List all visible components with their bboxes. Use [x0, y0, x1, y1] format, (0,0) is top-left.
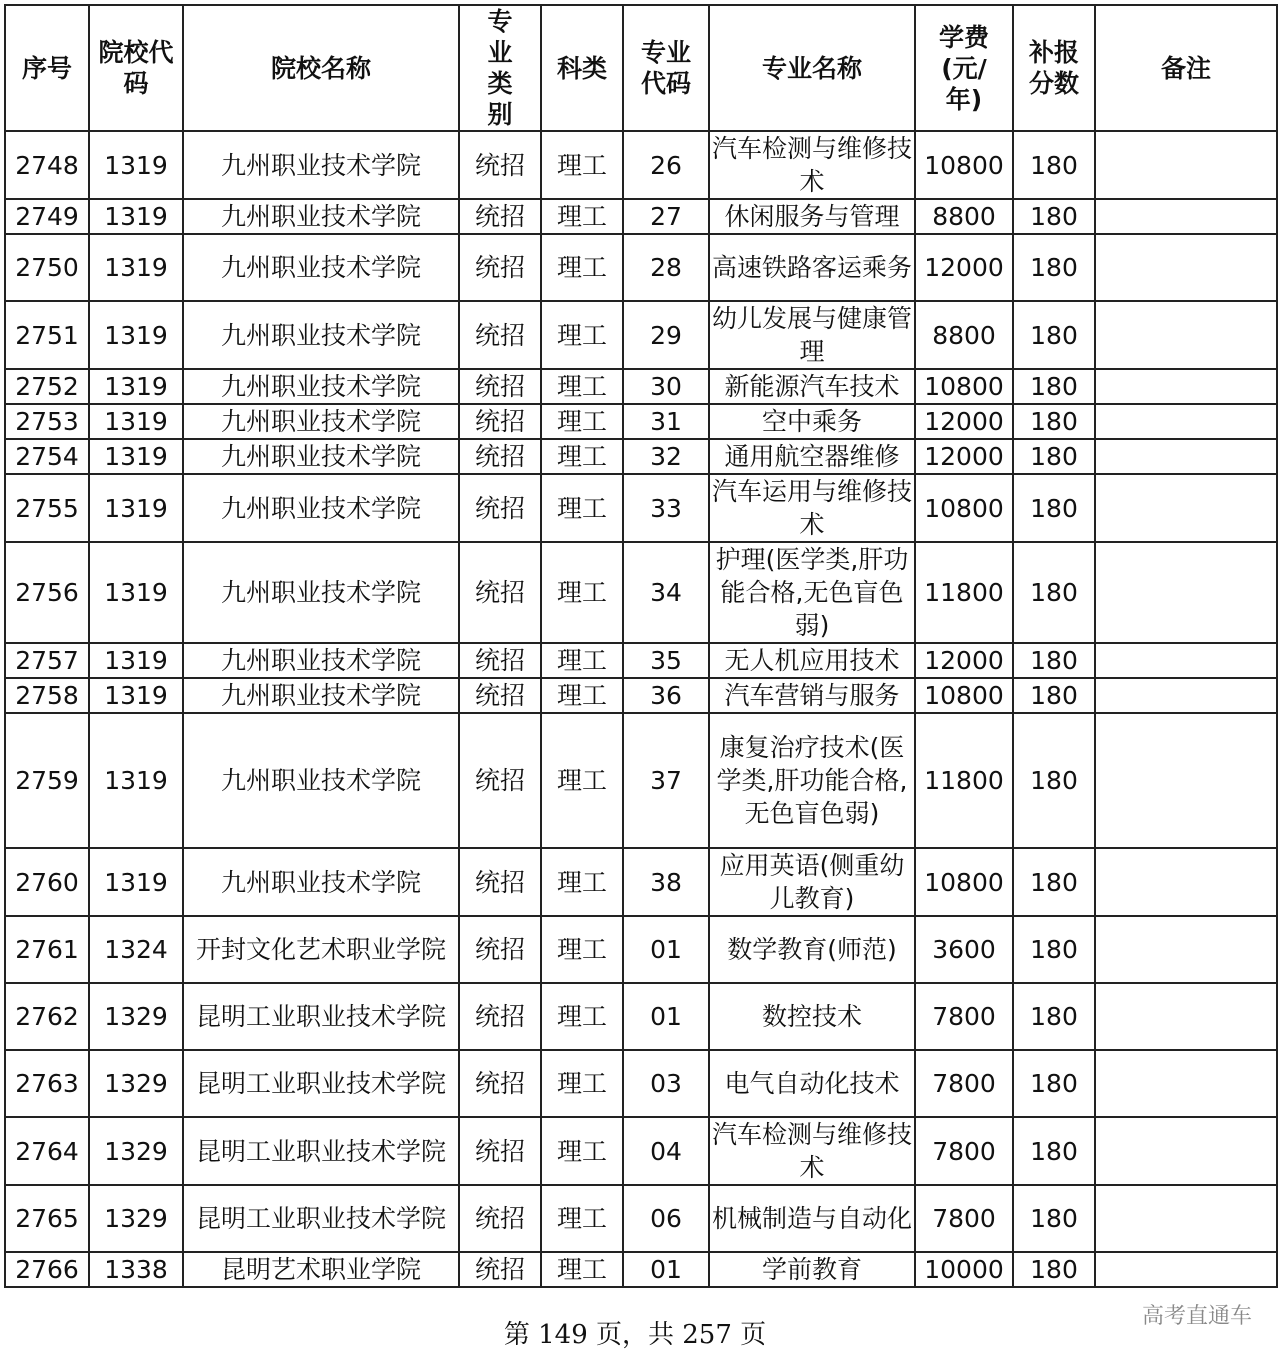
- cell-school-name: 九州职业技术学院: [183, 474, 459, 542]
- cell-tuition: 12000: [915, 643, 1013, 678]
- cell-subject: 理工: [541, 301, 623, 369]
- cell-major-category: 统招: [459, 1252, 541, 1287]
- header-score: 补报分数: [1013, 5, 1095, 131]
- cell-subject: 理工: [541, 404, 623, 439]
- header-major-code: 专业代码: [623, 5, 709, 131]
- cell-notes: [1095, 439, 1277, 474]
- cell-major-code: 28: [623, 234, 709, 301]
- cell-notes: [1095, 848, 1277, 916]
- cell-tuition: 10800: [915, 678, 1013, 713]
- cell-tuition: 10800: [915, 131, 1013, 199]
- cell-major-category: 统招: [459, 1117, 541, 1185]
- cell-major-name: 休闲服务与管理: [709, 199, 915, 234]
- cell-major-name: 数控技术: [709, 983, 915, 1050]
- cell-school-name: 昆明艺术职业学院: [183, 1252, 459, 1287]
- header-major-name: 专业名称: [709, 5, 915, 131]
- cell-tuition: 10800: [915, 369, 1013, 404]
- cell-tuition: 7800: [915, 1185, 1013, 1252]
- cell-school-code: 1319: [89, 848, 183, 916]
- cell-tuition: 10800: [915, 848, 1013, 916]
- cell-notes: [1095, 916, 1277, 983]
- cell-subject: 理工: [541, 916, 623, 983]
- cell-notes: [1095, 542, 1277, 643]
- header-major-category: 专业类别: [459, 5, 541, 131]
- cell-major-category: 统招: [459, 439, 541, 474]
- cell-score: 180: [1013, 1252, 1095, 1287]
- cell-tuition: 7800: [915, 1117, 1013, 1185]
- table-row: [5, 131, 1277, 199]
- cell-score: 180: [1013, 131, 1095, 199]
- cell-major-category: 统招: [459, 234, 541, 301]
- table-row: [5, 474, 1277, 542]
- cell-seq: 2748: [5, 131, 89, 199]
- cell-tuition: 10800: [915, 474, 1013, 542]
- cell-notes: [1095, 643, 1277, 678]
- cell-seq: 2764: [5, 1117, 89, 1185]
- cell-school-code: 1329: [89, 1117, 183, 1185]
- cell-major-name: 空中乘务: [709, 404, 915, 439]
- cell-school-code: 1319: [89, 301, 183, 369]
- cell-school-code: 1319: [89, 542, 183, 643]
- cell-tuition: 10000: [915, 1252, 1013, 1287]
- cell-major-name: 汽车检测与维修技术: [709, 1117, 915, 1185]
- cell-school-name: 九州职业技术学院: [183, 301, 459, 369]
- cell-major-name: 应用英语(侧重幼儿教育): [709, 848, 915, 916]
- cell-major-code: 36: [623, 678, 709, 713]
- cell-major-name: 机械制造与自动化: [709, 1185, 915, 1252]
- header-subject: 科类: [541, 5, 623, 131]
- cell-major-category: 统招: [459, 643, 541, 678]
- cell-seq: 2752: [5, 369, 89, 404]
- cell-score: 180: [1013, 542, 1095, 643]
- header-school-name: 院校名称: [183, 5, 459, 131]
- table-row: [5, 301, 1277, 369]
- cell-major-category: 统招: [459, 474, 541, 542]
- cell-seq: 2754: [5, 439, 89, 474]
- cell-notes: [1095, 1050, 1277, 1117]
- cell-notes: [1095, 1252, 1277, 1287]
- cell-major-code: 29: [623, 301, 709, 369]
- cell-school-name: 九州职业技术学院: [183, 369, 459, 404]
- cell-major-name: 汽车检测与维修技术: [709, 131, 915, 199]
- header-notes: 备注: [1095, 5, 1277, 131]
- cell-school-code: 1319: [89, 643, 183, 678]
- cell-tuition: 11800: [915, 542, 1013, 643]
- cell-score: 180: [1013, 404, 1095, 439]
- table-row: [5, 234, 1277, 301]
- cell-subject: 理工: [541, 643, 623, 678]
- table-row: [5, 1050, 1277, 1117]
- table-row: [5, 983, 1277, 1050]
- cell-notes: [1095, 678, 1277, 713]
- cell-major-code: 32: [623, 439, 709, 474]
- cell-notes: [1095, 234, 1277, 301]
- cell-school-code: 1338: [89, 1252, 183, 1287]
- header-seq: 序号: [5, 5, 89, 131]
- cell-school-name: 九州职业技术学院: [183, 404, 459, 439]
- table-row: [5, 1117, 1277, 1185]
- cell-major-name: 幼儿发展与健康管理: [709, 301, 915, 369]
- cell-score: 180: [1013, 1117, 1095, 1185]
- cell-notes: [1095, 369, 1277, 404]
- cell-subject: 理工: [541, 439, 623, 474]
- cell-school-code: 1319: [89, 369, 183, 404]
- cell-seq: 2763: [5, 1050, 89, 1117]
- cell-school-code: 1319: [89, 404, 183, 439]
- cell-school-name: 昆明工业职业技术学院: [183, 1185, 459, 1252]
- cell-subject: 理工: [541, 1185, 623, 1252]
- cell-score: 180: [1013, 301, 1095, 369]
- cell-score: 180: [1013, 983, 1095, 1050]
- cell-seq: 2751: [5, 301, 89, 369]
- cell-major-name: 无人机应用技术: [709, 643, 915, 678]
- cell-seq: 2761: [5, 916, 89, 983]
- cell-major-category: 统招: [459, 848, 541, 916]
- cell-notes: [1095, 199, 1277, 234]
- cell-school-code: 1319: [89, 199, 183, 234]
- cell-major-category: 统招: [459, 369, 541, 404]
- cell-major-name: 电气自动化技术: [709, 1050, 915, 1117]
- cell-seq: 2757: [5, 643, 89, 678]
- cell-major-code: 30: [623, 369, 709, 404]
- cell-score: 180: [1013, 916, 1095, 983]
- page-number: 第 149 页，共 257 页: [503, 1320, 767, 1350]
- cell-major-code: 35: [623, 643, 709, 678]
- cell-tuition: 3600: [915, 916, 1013, 983]
- cell-subject: 理工: [541, 199, 623, 234]
- cell-seq: 2755: [5, 474, 89, 542]
- watermark: 高考直通车: [1141, 1304, 1252, 1329]
- cell-school-name: 九州职业技术学院: [183, 234, 459, 301]
- cell-subject: 理工: [541, 542, 623, 643]
- cell-school-code: 1319: [89, 131, 183, 199]
- cell-school-name: 昆明工业职业技术学院: [183, 1117, 459, 1185]
- cell-seq: 2758: [5, 678, 89, 713]
- cell-school-name: 九州职业技术学院: [183, 199, 459, 234]
- cell-school-name: 昆明工业职业技术学院: [183, 1050, 459, 1117]
- cell-major-code: 01: [623, 1252, 709, 1287]
- cell-major-code: 06: [623, 1185, 709, 1252]
- cell-school-code: 1329: [89, 1185, 183, 1252]
- cell-school-name: 九州职业技术学院: [183, 542, 459, 643]
- cell-school-code: 1319: [89, 713, 183, 848]
- cell-major-code: 37: [623, 713, 709, 848]
- cell-school-code: 1329: [89, 1050, 183, 1117]
- cell-seq: 2765: [5, 1185, 89, 1252]
- cell-score: 180: [1013, 369, 1095, 404]
- cell-score: 180: [1013, 234, 1095, 301]
- cell-score: 180: [1013, 1050, 1095, 1117]
- cell-subject: 理工: [541, 369, 623, 404]
- cell-school-code: 1319: [89, 234, 183, 301]
- table-row: [5, 369, 1277, 404]
- cell-major-name: 康复治疗技术(医学类,肝功能合格,无色盲色弱): [709, 713, 915, 848]
- cell-school-name: 九州职业技术学院: [183, 439, 459, 474]
- cell-major-name: 数学教育(师范): [709, 916, 915, 983]
- cell-tuition: 8800: [915, 301, 1013, 369]
- table-row: [5, 848, 1277, 916]
- cell-school-name: 九州职业技术学院: [183, 131, 459, 199]
- cell-major-category: 统招: [459, 678, 541, 713]
- cell-major-name: 汽车运用与维修技术: [709, 474, 915, 542]
- cell-subject: 理工: [541, 1050, 623, 1117]
- cell-major-code: 01: [623, 983, 709, 1050]
- cell-notes: [1095, 474, 1277, 542]
- cell-major-category: 统招: [459, 713, 541, 848]
- table-row: [5, 678, 1277, 713]
- cell-notes: [1095, 983, 1277, 1050]
- cell-subject: 理工: [541, 234, 623, 301]
- cell-school-name: 九州职业技术学院: [183, 713, 459, 848]
- cell-school-code: 1319: [89, 474, 183, 542]
- cell-major-code: 04: [623, 1117, 709, 1185]
- cell-major-category: 统招: [459, 199, 541, 234]
- cell-major-code: 38: [623, 848, 709, 916]
- cell-subject: 理工: [541, 848, 623, 916]
- cell-subject: 理工: [541, 474, 623, 542]
- cell-notes: [1095, 404, 1277, 439]
- table-row: [5, 542, 1277, 643]
- cell-seq: 2753: [5, 404, 89, 439]
- cell-major-category: 统招: [459, 916, 541, 983]
- cell-major-category: 统招: [459, 983, 541, 1050]
- cell-score: 180: [1013, 643, 1095, 678]
- header-tuition: 学费(元/年): [915, 5, 1013, 131]
- cell-notes: [1095, 713, 1277, 848]
- cell-seq: 2760: [5, 848, 89, 916]
- cell-seq: 2762: [5, 983, 89, 1050]
- cell-subject: 理工: [541, 713, 623, 848]
- cell-seq: 2756: [5, 542, 89, 643]
- cell-tuition: 12000: [915, 404, 1013, 439]
- cell-major-code: 01: [623, 916, 709, 983]
- cell-score: 180: [1013, 439, 1095, 474]
- table-row: [5, 439, 1277, 474]
- cell-major-code: 33: [623, 474, 709, 542]
- cell-notes: [1095, 301, 1277, 369]
- cell-major-name: 通用航空器维修: [709, 439, 915, 474]
- cell-major-code: 34: [623, 542, 709, 643]
- cell-major-name: 新能源汽车技术: [709, 369, 915, 404]
- cell-major-name: 高速铁路客运乘务: [709, 234, 915, 301]
- cell-major-category: 统招: [459, 542, 541, 643]
- cell-major-code: 03: [623, 1050, 709, 1117]
- cell-major-code: 31: [623, 404, 709, 439]
- cell-seq: 2759: [5, 713, 89, 848]
- cell-major-category: 统招: [459, 131, 541, 199]
- cell-school-code: 1324: [89, 916, 183, 983]
- table-row: [5, 713, 1277, 848]
- cell-school-code: 1319: [89, 439, 183, 474]
- table-row: [5, 199, 1277, 234]
- cell-score: 180: [1013, 1185, 1095, 1252]
- table-row: [5, 1252, 1277, 1287]
- cell-subject: 理工: [541, 1117, 623, 1185]
- cell-score: 180: [1013, 678, 1095, 713]
- cell-major-category: 统招: [459, 301, 541, 369]
- cell-seq: 2749: [5, 199, 89, 234]
- cell-tuition: 12000: [915, 439, 1013, 474]
- cell-school-name: 昆明工业职业技术学院: [183, 983, 459, 1050]
- table-row: [5, 1185, 1277, 1252]
- cell-major-name: 护理(医学类,肝功能合格,无色盲色弱): [709, 542, 915, 643]
- cell-major-code: 27: [623, 199, 709, 234]
- cell-subject: 理工: [541, 678, 623, 713]
- header-school-code: 院校代码: [89, 5, 183, 131]
- cell-score: 180: [1013, 848, 1095, 916]
- cell-major-name: 学前教育: [709, 1252, 915, 1287]
- cell-subject: 理工: [541, 1252, 623, 1287]
- header-row: [5, 5, 1277, 131]
- table-row: [5, 643, 1277, 678]
- cell-tuition: 11800: [915, 713, 1013, 848]
- cell-school-name: 九州职业技术学院: [183, 678, 459, 713]
- cell-school-code: 1319: [89, 678, 183, 713]
- cell-major-name: 汽车营销与服务: [709, 678, 915, 713]
- cell-subject: 理工: [541, 131, 623, 199]
- cell-tuition: 8800: [915, 199, 1013, 234]
- cell-school-code: 1329: [89, 983, 183, 1050]
- cell-tuition: 7800: [915, 1050, 1013, 1117]
- cell-notes: [1095, 131, 1277, 199]
- cell-score: 180: [1013, 199, 1095, 234]
- cell-major-category: 统招: [459, 404, 541, 439]
- cell-seq: 2766: [5, 1252, 89, 1287]
- table-row: [5, 916, 1277, 983]
- cell-school-name: 九州职业技术学院: [183, 643, 459, 678]
- admission-table: [4, 4, 1278, 1288]
- table-row: [5, 404, 1277, 439]
- cell-score: 180: [1013, 474, 1095, 542]
- cell-school-name: 九州职业技术学院: [183, 848, 459, 916]
- cell-major-code: 26: [623, 131, 709, 199]
- cell-tuition: 7800: [915, 983, 1013, 1050]
- cell-major-category: 统招: [459, 1185, 541, 1252]
- cell-major-category: 统招: [459, 1050, 541, 1117]
- cell-school-name: 开封文化艺术职业学院: [183, 916, 459, 983]
- cell-seq: 2750: [5, 234, 89, 301]
- cell-subject: 理工: [541, 983, 623, 1050]
- cell-notes: [1095, 1185, 1277, 1252]
- cell-notes: [1095, 1117, 1277, 1185]
- cell-tuition: 12000: [915, 234, 1013, 301]
- cell-score: 180: [1013, 713, 1095, 848]
